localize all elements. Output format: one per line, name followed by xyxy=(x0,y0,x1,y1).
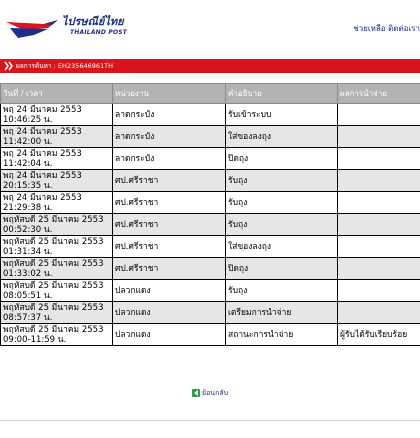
cell-office: ปลวกแดง xyxy=(113,302,226,324)
table-row xyxy=(1,126,420,148)
table-row xyxy=(1,148,420,170)
cell-datetime xyxy=(1,280,113,302)
cell-description: ใส่ของลงถุง xyxy=(226,126,338,148)
cell-description: รับถุง xyxy=(226,280,338,302)
cell-date: พฤ 24 มีนาคม 2553 xyxy=(3,170,82,181)
cell-office: ศป.ศรีราชา xyxy=(113,170,226,192)
cell-date: พฤหัสบดี 25 มีนาคม 2553 xyxy=(3,214,104,225)
help-contact-link[interactable]: ช่วยเหลือ ติดต่อเรา xyxy=(353,24,420,33)
cell-time: 00:52:30 น. xyxy=(3,224,53,235)
table-row xyxy=(1,280,420,302)
cell-datetime xyxy=(1,170,113,192)
column-header-office: หน่วยงาน xyxy=(113,84,226,104)
column-header-description: คำอธิบาย xyxy=(226,84,338,104)
table-row xyxy=(1,324,420,346)
cell-description: รับถุง xyxy=(226,214,338,236)
cell-result xyxy=(338,192,420,214)
thailand-post-logo[interactable] xyxy=(4,15,128,40)
cell-datetime xyxy=(1,148,113,170)
cell-description: ใส่ของลงถุง xyxy=(226,236,338,258)
table-row xyxy=(1,214,420,236)
table-row xyxy=(1,192,420,214)
cell-time: 01:31:34 น. xyxy=(3,246,53,257)
cell-description: สถานะการนำจ่าย xyxy=(226,324,338,346)
cell-time: 11:42:04 น. xyxy=(3,158,53,169)
cell-datetime xyxy=(1,214,113,236)
cell-result xyxy=(338,302,420,324)
cell-time: 10:46:25 น. xyxy=(3,114,53,125)
chevron-right-icon xyxy=(4,60,14,72)
cell-result xyxy=(338,148,420,170)
cell-office: ปลวกแดง xyxy=(113,280,226,302)
cell-time: 21:29:38 น. xyxy=(3,202,53,213)
logo-subtitle: THAILAND POST xyxy=(70,29,128,36)
cell-date: พฤหัสบดี 25 มีนาคม 2553 xyxy=(3,258,104,269)
column-header-result: ผลการนำจ่าย xyxy=(338,84,420,104)
cell-result xyxy=(338,258,420,280)
search-result-label: ผลการค้นหา : EH235646961TH xyxy=(16,62,113,70)
tracking-table xyxy=(0,83,420,346)
cell-date: พฤ 24 มีนาคม 2553 xyxy=(3,192,82,203)
cell-datetime xyxy=(1,324,113,346)
cell-date: พฤหัสบดี 25 มีนาคม 2553 xyxy=(3,236,104,247)
table-row xyxy=(1,236,420,258)
cell-datetime xyxy=(1,302,113,324)
cell-date: พฤ 24 มีนาคม 2553 xyxy=(3,148,82,159)
table-header-row xyxy=(1,84,420,104)
cell-office: ลาดกระบัง xyxy=(113,126,226,148)
table-row xyxy=(1,104,420,126)
search-result-bar xyxy=(0,59,420,73)
column-header-datetime: วันที่ / เวลา xyxy=(1,84,113,104)
cell-office: ศป.ศรีราชา xyxy=(113,258,226,280)
cell-time: 08:05:51 น. xyxy=(3,290,53,301)
back-link-label: ย้อนกลับ xyxy=(202,389,229,397)
cell-time: 01:33:02 น. xyxy=(3,268,53,279)
cell-description: ปิดถุง xyxy=(226,258,338,280)
cell-time: 08:57:37 น. xyxy=(3,312,53,323)
cell-result xyxy=(338,280,420,302)
cell-date: พฤ 24 มีนาคม 2553 xyxy=(3,126,82,137)
cell-result xyxy=(338,214,420,236)
cell-description: รับเข้าระบบ xyxy=(226,104,338,126)
cell-description: รับถุง xyxy=(226,192,338,214)
cell-office: ปลวกแดง xyxy=(113,324,226,346)
eagle-logo-icon xyxy=(4,16,60,40)
cell-office: ศป.ศรีราชา xyxy=(113,214,226,236)
cell-result xyxy=(338,126,420,148)
cell-description: รับถุง xyxy=(226,170,338,192)
cell-datetime xyxy=(1,258,113,280)
cell-datetime xyxy=(1,192,113,214)
cell-office: ลาดกระบัง xyxy=(113,104,226,126)
cell-time: 20:15:35 น. xyxy=(3,180,53,191)
cell-office: ลาดกระบัง xyxy=(113,148,226,170)
cell-datetime xyxy=(1,236,113,258)
cell-time: 09:00-11:59 น. xyxy=(3,334,67,345)
footer-divider xyxy=(0,420,420,421)
table-row xyxy=(1,170,420,192)
page-header xyxy=(0,0,420,52)
table-row xyxy=(1,302,420,324)
cell-result xyxy=(338,170,420,192)
table-row xyxy=(1,258,420,280)
cell-result: ผู้รับได้รับเรียบร้อย xyxy=(338,324,420,346)
back-arrow-icon xyxy=(192,389,200,397)
cell-result xyxy=(338,236,420,258)
cell-result xyxy=(338,104,420,126)
cell-date: พฤหัสบดี 25 มีนาคม 2553 xyxy=(3,324,104,335)
cell-office: ศป.ศรีราชา xyxy=(113,236,226,258)
cell-date: พฤ 24 มีนาคม 2553 xyxy=(3,104,82,115)
cell-description: ปิดถุง xyxy=(226,148,338,170)
cell-datetime xyxy=(1,126,113,148)
cell-date: พฤหัสบดี 25 มีนาคม 2553 xyxy=(3,302,104,313)
cell-date: พฤหัสบดี 25 มีนาคม 2553 xyxy=(3,280,104,291)
cell-description: เตรียมการนำจ่าย xyxy=(226,302,338,324)
cell-time: 11:42:00 น. xyxy=(3,136,53,147)
logo-title: ไปรษณีย์ไทย xyxy=(62,15,124,28)
cell-datetime xyxy=(1,104,113,126)
cell-office: ศป.ศรีราชา xyxy=(113,192,226,214)
